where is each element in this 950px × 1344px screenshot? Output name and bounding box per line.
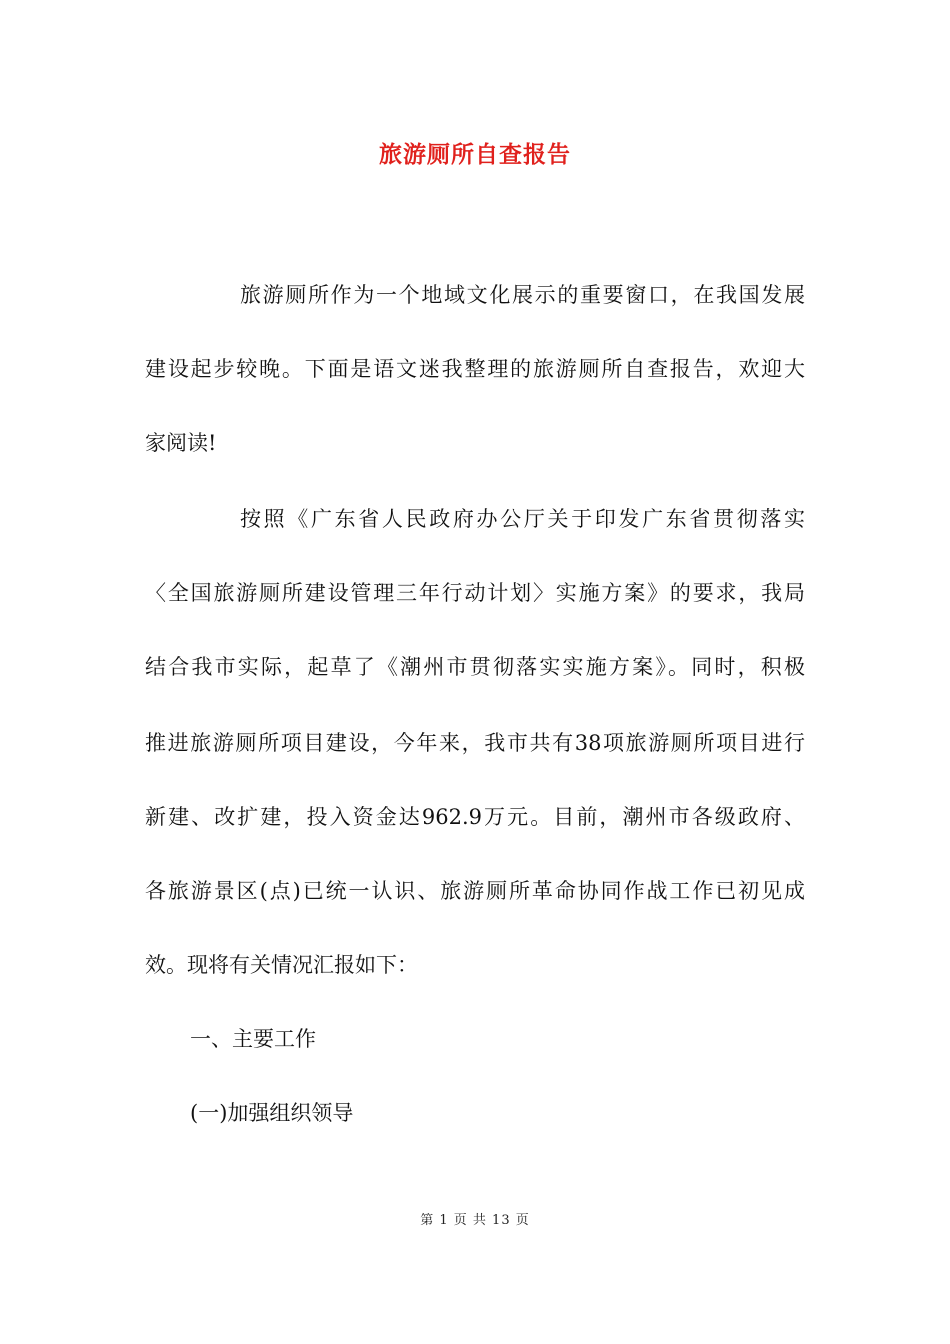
page-number-footer: 第 1 页 共 13 页	[420, 1213, 530, 1228]
intro-line-2: 建设起步较晚。下面是语文迷我整理的旅游厕所自查报告，欢迎大	[145, 357, 805, 381]
paragraph-line-2: 〈全国旅游厕所建设管理三年行动计划〉实施方案》的要求，我局	[145, 581, 805, 605]
intro-line-3: 家阅读!	[145, 431, 217, 455]
intro-line-1: 旅游厕所作为一个地域文化展示的重要窗口，在我国发展	[240, 283, 805, 307]
subsection-heading: (一)加强组织领导	[190, 1101, 354, 1125]
paragraph-line-3: 结合我市实际，起草了《潮州市贯彻落实实施方案》。同时，积极	[145, 655, 805, 679]
paragraph-line-5: 新建、改扩建，投入资金达962.9万元。目前，潮州市各级政府、	[145, 805, 805, 829]
paragraph-line-1: 按照《广东省人民政府办公厅关于印发广东省贯彻落实	[240, 507, 805, 531]
section-heading: 一、主要工作	[190, 1027, 316, 1051]
paragraph-line-7: 效。现将有关情况汇报如下：	[145, 953, 418, 977]
paragraph-line-6: 各旅游景区(点)已统一认识、旅游厕所革命协同作战工作已初见成	[145, 879, 805, 903]
paragraph-line-4: 推进旅游厕所项目建设，今年来，我市共有38项旅游厕所项目进行	[145, 731, 805, 755]
document-title: 旅游厕所自查报告	[379, 141, 571, 168]
